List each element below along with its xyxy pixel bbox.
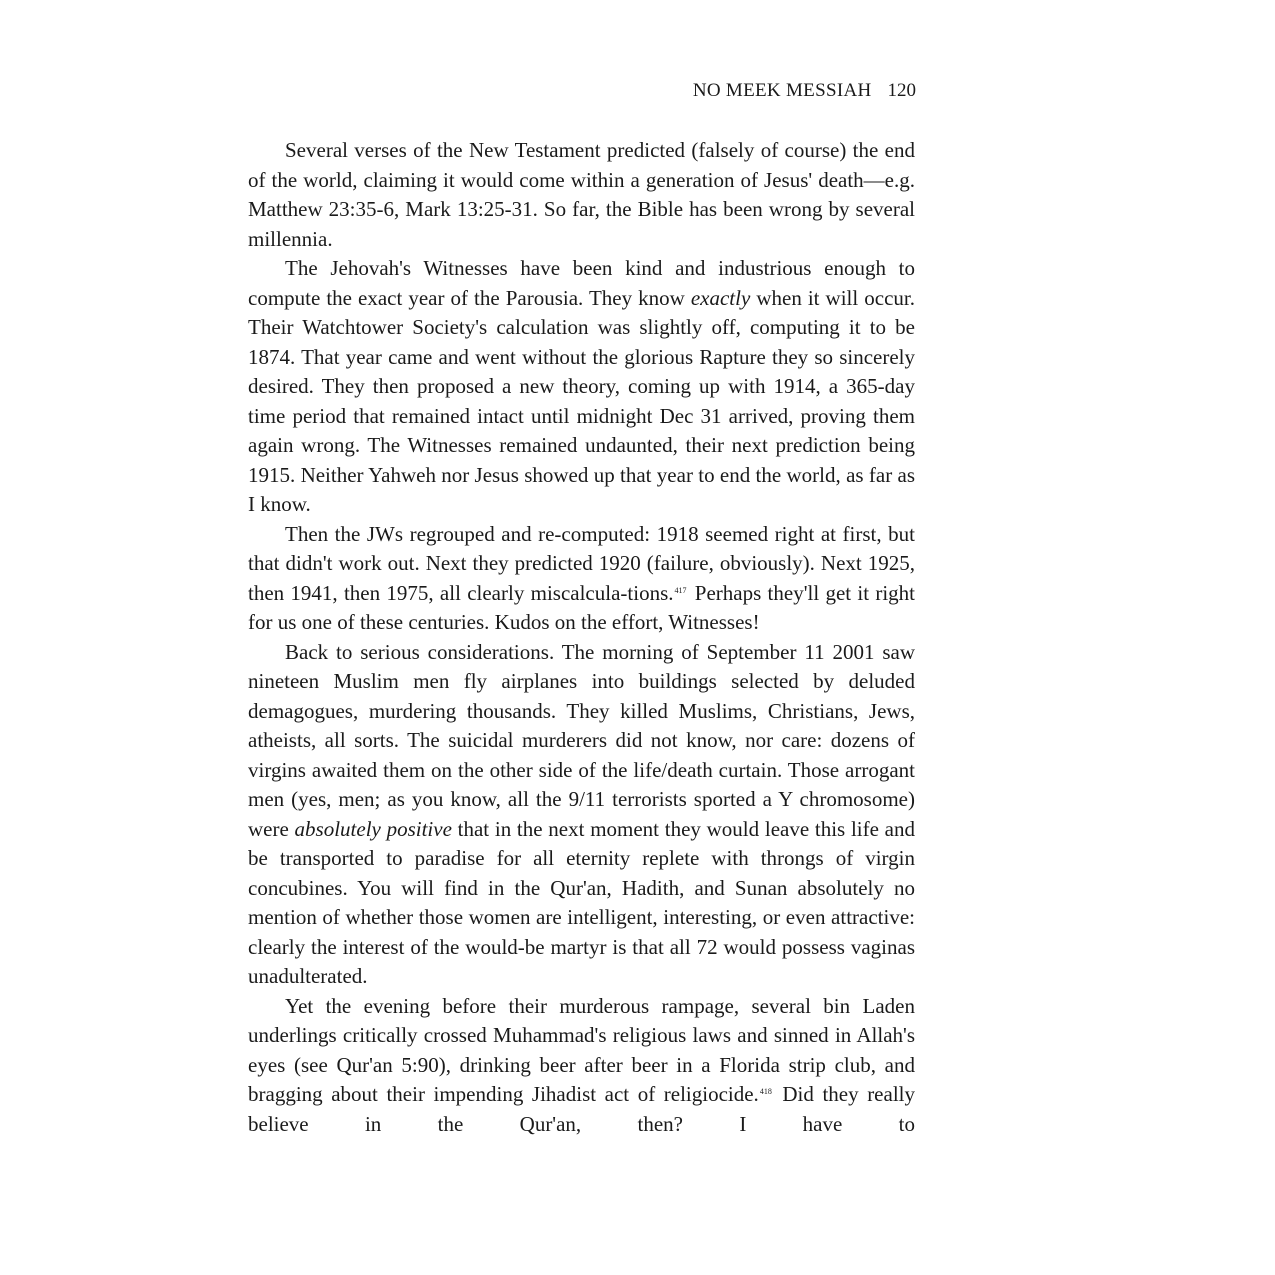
paragraph-2-emphasis: exactly: [690, 285, 751, 310]
paragraph-2: [248, 254, 915, 520]
paragraph-4-emphasis: absolutely positive: [294, 816, 452, 841]
paragraph-3-text-a: Then the JWs regrouped and re-computed: 1918 seemed right at first, but that didn't work out. Next they predicted 1920 (failure, obviously). Next 1925, then 1941, then 1975, all clearly miscalcula-tions.: [248, 521, 915, 605]
page-number: 120: [887, 80, 916, 101]
paragraph-4-text-b: that in the next moment they would leave this life and be transported to paradise for all eternity replete with throngs of virgin concubines. You will find in the Qur'an, Hadith, and Sunan absolutely no mention of whether those women are intelligent, interesting, or even attractive: clearly the interest of the would-be martyr is that all 72 would possess vaginas unadulterated.: [248, 816, 915, 988]
running-header: [600, 79, 916, 103]
paragraph-3: [248, 520, 915, 638]
paragraph-2-text-b: when it will occur. Their Watchtower Society's calculation was slightly off, computing it to be 1874. That year came and went without the glorious Rapture they so sincerely desired. They then proposed a new theory, coming up with 1914, a 365-day time period that remained intact until midnight Dec 31 arrived, proving them again wrong. The Witnesses remained undaunted, their next prediction being 1915. Neither Yahweh nor Jesus showed up that year to end the world, as far as I know.: [248, 285, 915, 516]
paragraph-5-text-a: Yet the evening before their murderous rampage, several bin Laden underlings critically crossed Muhammad's religious laws and sinned in Allah's eyes (see Qur'an 5:90), drinking beer after beer in a Florida strip club, and bragging about their impending Jihadist act of religiocide.: [248, 993, 915, 1106]
page-body: [248, 136, 915, 1139]
running-title: NO MEEK MESSIAH: [692, 80, 872, 101]
paragraph-1: [248, 136, 915, 254]
paragraph-5: [248, 992, 915, 1140]
footnote-marker-417: 417: [674, 585, 687, 595]
paragraph-5-text-b: Did they really believe in the Qur'an, then? I have to: [248, 1082, 915, 1136]
paragraph-3-text-b: Perhaps they'll get it right for us one of these centuries. Kudos on the effort, Witnesses!: [248, 580, 915, 634]
paragraph-4: [248, 638, 915, 992]
paragraph-2-text-a: The Jehovah's Witnesses have been kind and industrious enough to compute the exact year of the Parousia. They know: [248, 256, 915, 310]
footnote-marker-418: 418: [759, 1087, 772, 1096]
paragraph-1-text: Several verses of the New Testament predicted (falsely of course) the end of the world, claiming it would come within a generation of Jesus' death—e.g. Matthew 23:35-6, Mark 13:25-31. So far, the Bible has been wrong by several millennia.: [248, 138, 915, 251]
paragraph-4-text-a: Back to serious considerations. The morning of September 11 2001 saw nineteen Muslim men fly airplanes into buildings selected by deluded demagogues, murdering thousands. They killed Muslims, Christians, Jews, atheists, all sorts. The suicidal murderers did not know, nor care: dozens of virgins awaited them on the other side of the life/death curtain. Those arrogant men (yes, men; as you know, all the 9/11 terrorists sported a Y chromosome) were: [248, 639, 915, 841]
